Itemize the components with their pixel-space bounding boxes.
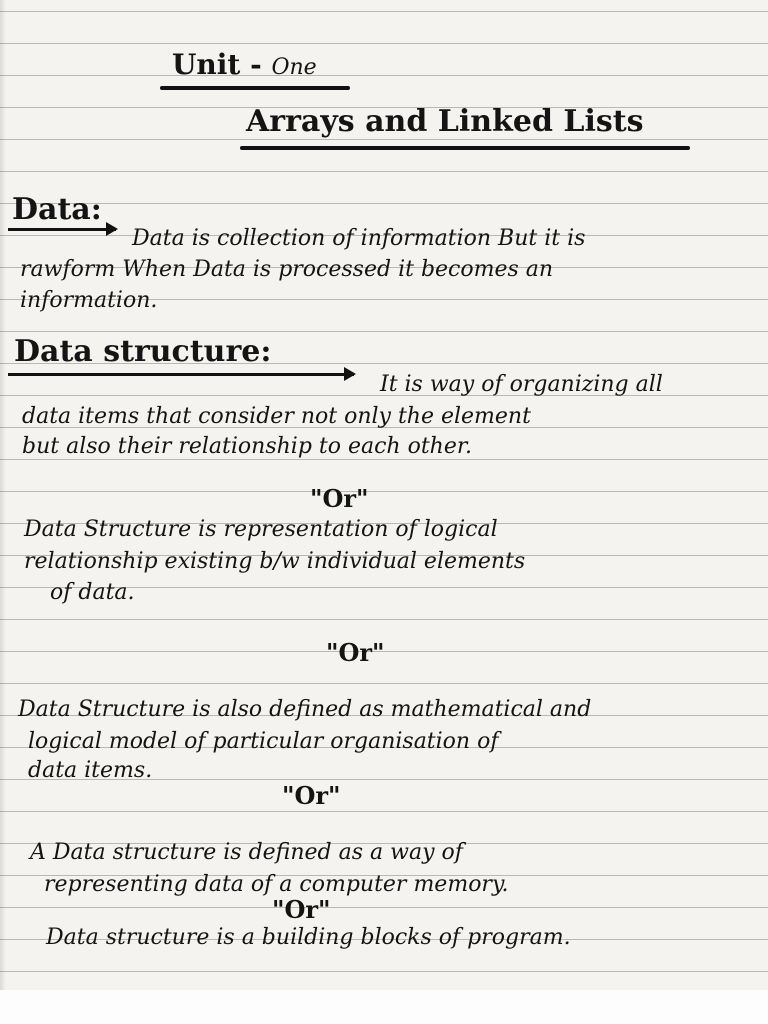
or-separator-4: "Or" bbox=[272, 895, 331, 924]
alt3-line-1: A Data structure is defined as a way of bbox=[30, 840, 463, 865]
data-line-1: Data is collection of information But it is bbox=[132, 226, 586, 251]
page-title: Arrays and Linked Lists bbox=[246, 104, 644, 139]
unit-heading bbox=[172, 48, 317, 81]
alt3-line-2: representing data of a computer memory. bbox=[44, 872, 509, 897]
alt2-line-2: logical model of particular organisation of bbox=[28, 729, 499, 754]
section-heading-data: Data: bbox=[12, 192, 102, 227]
ds-line-1: It is way of organizing all bbox=[380, 372, 663, 397]
alt1-line-1: Data Structure is representation of logical bbox=[24, 517, 498, 542]
unit-underline bbox=[160, 86, 350, 90]
section-arrow-data bbox=[8, 228, 116, 231]
title-underline bbox=[240, 146, 690, 150]
data-line-3: information. bbox=[20, 288, 158, 313]
or-separator-3: "Or" bbox=[282, 781, 341, 810]
ds-line-2: data items that consider not only the element bbox=[22, 404, 531, 429]
unit-number: One bbox=[271, 55, 317, 80]
section-heading-data-structure: Data structure: bbox=[14, 334, 272, 369]
ds-line-3: but also their relationship to each other. bbox=[22, 434, 472, 459]
alt2-line-1: Data Structure is also defined as mathematical and bbox=[18, 697, 592, 722]
or-separator-1: "Or" bbox=[310, 484, 369, 513]
section-arrow-data-structure bbox=[8, 373, 354, 376]
alt1-line-2: relationship existing b/w individual elements bbox=[24, 549, 526, 574]
alt4-line-1: Data structure is a building blocks of program. bbox=[46, 925, 571, 950]
alt2-line-3: data items. bbox=[28, 758, 153, 783]
unit-label: Unit - bbox=[172, 48, 262, 81]
or-separator-2: "Or" bbox=[326, 638, 385, 667]
alt1-line-3: of data. bbox=[50, 580, 135, 605]
data-line-2: rawform When Data is processed it becomes an bbox=[20, 257, 554, 282]
